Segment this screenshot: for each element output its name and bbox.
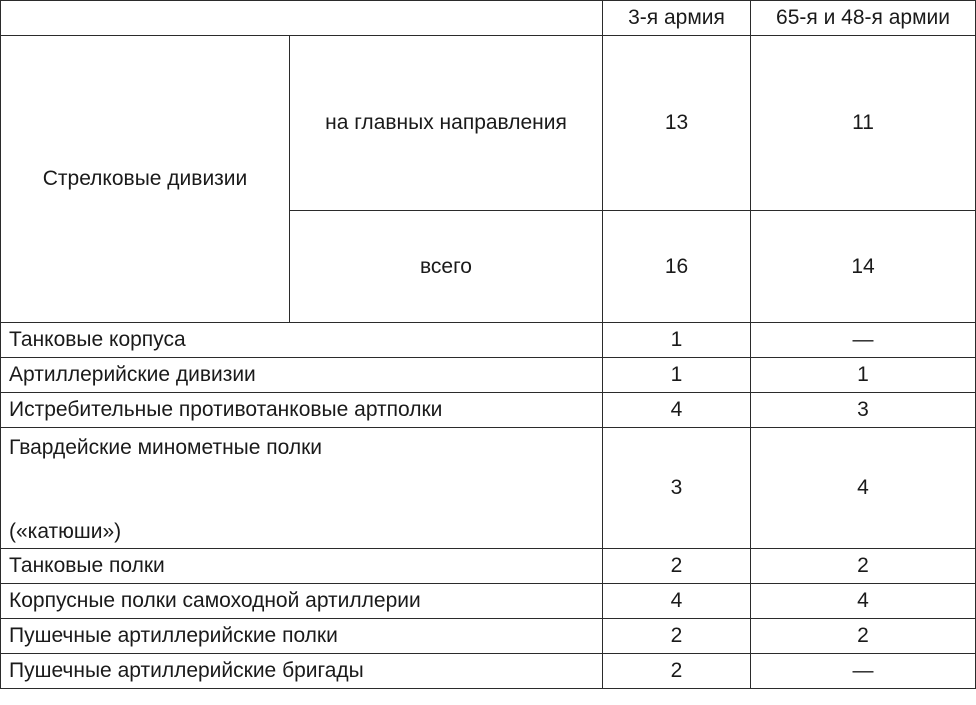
row-army3-value: 4 — [603, 584, 751, 619]
row-army65-48-value: 3 — [751, 393, 976, 428]
table-row — [1, 323, 976, 358]
row-army3-value: 4 — [603, 393, 751, 428]
rifle-total-army3-value: 16 — [603, 211, 751, 323]
row-army3-value: 2 — [603, 619, 751, 654]
row-army65-48-value: — — [751, 323, 976, 358]
row-army65-48-value: — — [751, 654, 976, 689]
row-army3-value: 1 — [603, 323, 751, 358]
row-army65-48-value: 4 — [751, 428, 976, 549]
rifle-main-army3-value: 13 — [603, 36, 751, 211]
header-army3: 3-я армия — [603, 1, 751, 36]
row-label: Истребительные противотанковые артполки — [1, 393, 603, 428]
row-army3-value: 2 — [603, 654, 751, 689]
row-army65-48-value: 2 — [751, 619, 976, 654]
table-row — [1, 619, 976, 654]
table-row-rifle-main — [1, 36, 976, 211]
header-army65-48: 65-я и 48-я армии — [751, 1, 976, 36]
row-label: Танковые корпуса — [1, 323, 603, 358]
row-label: Корпусные полки самоходной артиллерии — [1, 584, 603, 619]
rifle-total-label: всего — [290, 211, 603, 323]
table-row — [1, 428, 976, 549]
row-army3-value: 2 — [603, 549, 751, 584]
table-row — [1, 393, 976, 428]
header-row — [1, 1, 976, 36]
row-label: Артиллерийские дивизии — [1, 358, 603, 393]
header-empty-cell — [1, 1, 603, 36]
row-label: Пушечные артиллерийские полки — [1, 619, 603, 654]
table-row — [1, 549, 976, 584]
row-label: Пушечные артиллерийские бригады — [1, 654, 603, 689]
row-army65-48-value: 4 — [751, 584, 976, 619]
row-army3-value: 3 — [603, 428, 751, 549]
row-label-line2: («катюши») — [9, 520, 122, 543]
rifle-main-army65-48-value: 11 — [751, 36, 976, 211]
row-army65-48-value: 1 — [751, 358, 976, 393]
rifle-main-directions-label: на главных направления — [290, 36, 603, 211]
row-army65-48-value: 2 — [751, 549, 976, 584]
row-label: Танковые полки — [1, 549, 603, 584]
row-label — [1, 428, 603, 549]
table-row — [1, 358, 976, 393]
rifle-divisions-label: Стрелковые дивизии — [1, 36, 290, 323]
row-army3-value: 1 — [603, 358, 751, 393]
rifle-total-army65-48-value: 14 — [751, 211, 976, 323]
table-row — [1, 654, 976, 689]
row-label-line1: Гвардейские минометные полки — [9, 436, 323, 459]
table-row — [1, 584, 976, 619]
